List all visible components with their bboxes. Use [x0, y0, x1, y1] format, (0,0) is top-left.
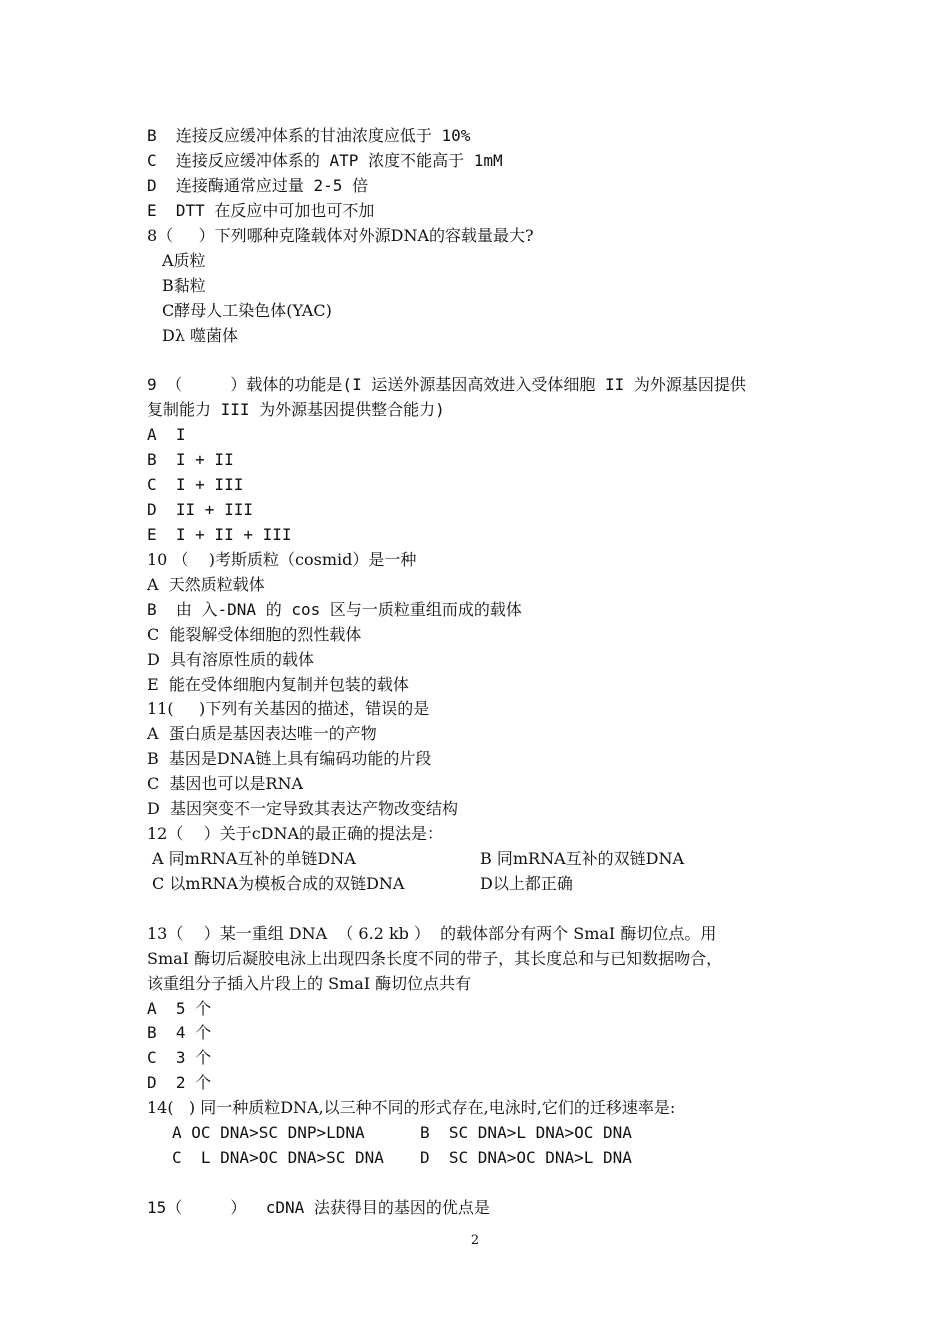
question-8: 8（ ）下列哪种克隆载体对外源DNA的容载量最大?	[147, 226, 534, 245]
question-13-cont-1: SmaI 酶切后凝胶电泳上出现四条长度不同的带子，其长度总和与已知数据吻合，	[147, 949, 723, 968]
question-13: 13（ ）某一重组 DNA （ 6.2 kb ） 的载体部分有两个 SmaI 酶切位点。用	[147, 924, 717, 943]
q11-option-a: A 蛋白质是基因表达唯一的产物	[147, 724, 377, 743]
q12-option-a: A 同mRNA互补的单链DNA	[152, 849, 356, 868]
line-b-glycerol: B 连接反应缓冲体系的甘油浓度应低于 10%	[147, 126, 471, 145]
q11-option-d: D 基因突变不一定导致其表达产物改变结构	[147, 799, 459, 818]
line-d-ligase: D 连接酶通常应过量 2-5 倍	[147, 176, 369, 195]
q10-option-c: C 能裂解受体细胞的烈性载体	[147, 625, 362, 644]
q12-option-b: B 同mRNA互补的双链DNA	[480, 849, 685, 868]
line-e-dtt: E DTT 在反应中可加也可不加	[147, 201, 375, 220]
q9-option-b: B I + II	[147, 450, 234, 469]
question-9: 9 （ ）载体的功能是(I 运送外源基因高效进入受体细胞 II 为外源基因提供	[147, 375, 746, 394]
q11-option-c: C 基因也可以是RNA	[147, 774, 304, 793]
question-11: 11( )下列有关基因的描述，错误的是	[147, 699, 430, 718]
q9-option-e: E I + II + III	[147, 525, 292, 544]
q14-option-a: A OC DNA>SC DNP>LDNA	[172, 1123, 365, 1142]
q12-option-d: D以上都正确	[480, 874, 573, 893]
q14-option-c: C L DNA>OC DNA>SC DNA	[172, 1148, 384, 1167]
q13-option-b: B 4 个	[147, 1023, 212, 1042]
q10-option-a: A 天然质粒载体	[147, 575, 265, 594]
question-10: 10 （ )考斯质粒（cosmid）是一种	[147, 550, 417, 569]
q9-option-a: A I	[147, 425, 186, 444]
q13-option-a: A 5 个	[147, 999, 212, 1018]
question-15: 15（ ） cDNA 法获得目的基因的优点是	[147, 1198, 490, 1217]
q8-option-c: C酵母人工染色体(YAC)	[162, 301, 332, 320]
q14-option-b: B SC DNA>L DNA>OC DNA	[420, 1123, 632, 1142]
line-c-atp: C 连接反应缓冲体系的 ATP 浓度不能高于 1mM	[147, 151, 503, 170]
question-13-cont-2: 该重组分子插入片段上的 SmaI 酶切位点共有	[147, 974, 472, 993]
q14-option-d: D SC DNA>OC DNA>L DNA	[420, 1148, 632, 1167]
q8-option-d: Dλ 噬菌体	[162, 326, 239, 345]
q10-option-b: B 由 入-DNA 的 cos 区与一质粒重组而成的载体	[147, 600, 522, 619]
page-number: 2	[470, 1233, 480, 1248]
q11-option-b: B 基因是DNA链上具有编码功能的片段	[147, 749, 432, 768]
question-12: 12（ ）关于cDNA的最正确的提法是：	[147, 824, 444, 843]
q13-option-c: C 3 个	[147, 1048, 212, 1067]
question-9-cont: 复制能力 III 为外源基因提供整合能力)	[147, 400, 445, 419]
q9-option-d: D II + III	[147, 500, 253, 519]
question-14: 14( ) 同一种质粒DNA,以三种不同的形式存在,电泳时,它们的迁移速率是:	[147, 1098, 676, 1117]
q9-option-c: C I + III	[147, 475, 244, 494]
q10-option-d: D 具有溶原性质的载体	[147, 650, 315, 669]
q13-option-d: D 2 个	[147, 1073, 212, 1092]
q8-option-b: B黏粒	[162, 276, 206, 295]
q8-option-a: A质粒	[162, 251, 206, 270]
q10-option-e: E 能在受体细胞内复制并包装的载体	[147, 675, 409, 694]
q12-option-c: C 以mRNA为模板合成的双链DNA	[152, 874, 405, 893]
